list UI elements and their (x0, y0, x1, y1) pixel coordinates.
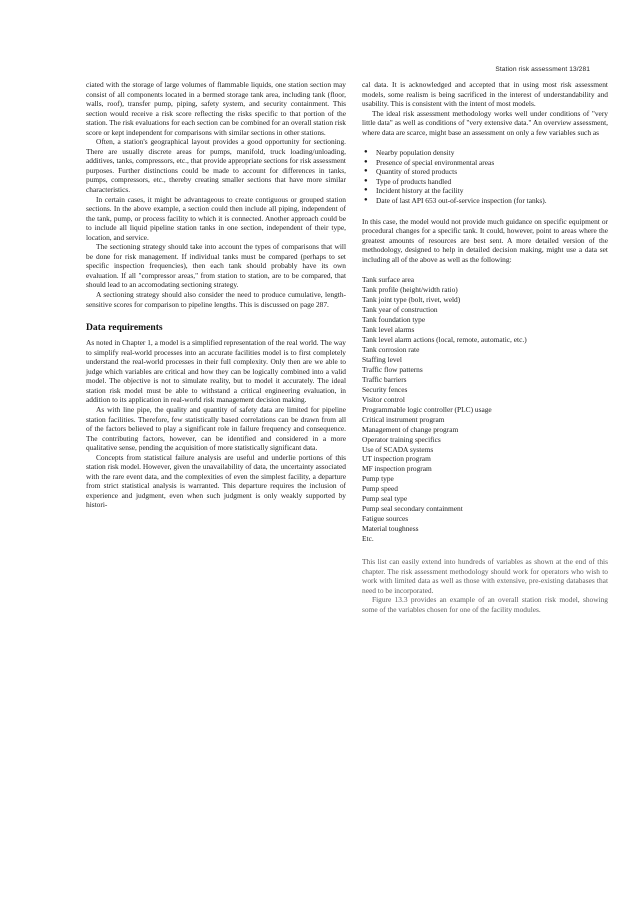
variable-item: Traffic flow patterns (362, 364, 423, 374)
variable-item: Tank joint type (bolt, rivet, weld) (362, 295, 461, 305)
variable-list (362, 275, 608, 544)
bullet-list (362, 148, 608, 205)
variable-item: Critical instrument program (362, 414, 445, 424)
left-column (86, 80, 346, 510)
bullet-item: ● Nearby population density (364, 148, 608, 158)
body-paragraph: As noted in Chapter 1, a model is a simplified representation of the real world. The way to simplify real-world processes into an accurate facilities model is to first completely understand the real-world processes in their full complexity. Only then are we able to judge which variables are critical and how they can be logically combined into a valid model. The objective is not to simulate reality, but to model it accurately. The ideal station risk model must be able to withstand a critical engineering evaluation, in addition to its application in real-world risk management decision making. (86, 338, 346, 405)
body-paragraph: A sectioning strategy should also consider the need to produce cumulative, length-sensitive scores for comparison to pipeline lengths. This is discussed on page 287. (86, 290, 346, 309)
right-column (362, 80, 608, 614)
body-paragraph: This list can easily extend into hundreds of variables as shown at the end of this chapter. The risk assessment methodology should work for operators who wish to work with limited data as well as those with extensive, pre-existing databases that need to be incorporated. (362, 557, 608, 595)
body-paragraph: The ideal risk assessment methodology works well under conditions of "very little data" as well as conditions of "very extensive data." An overview assessment, where data are scarce, might base an assessment on only a few variables such as (362, 108, 608, 137)
variable-item: Tank year of construction (362, 305, 438, 315)
variable-item: Pump type (362, 474, 394, 484)
bullet-item: ● Incident history at the facility (364, 186, 608, 196)
body-paragraph: As with line pipe, the quality and quantity of safety data are limited for pipeline station facilities. Therefore, few statistically based correlations can be drawn from all of the factors believed to play a significant role in failure frequency and consequence. The contributing factors, however, can be identified and considered in a more qualitative sense, pending the acquisition of more statistically significant data. (86, 404, 346, 453)
variable-item: Pump speed (362, 484, 398, 494)
variable-item: Fatigue sources (362, 514, 409, 524)
variable-item: Security fences (362, 384, 408, 394)
body-paragraph: Often, a station's geographical layout provides a good opportunity for sectioning. There are usually discrete areas for pumps, manifold, truck loading/unloading, additives, tanks, compressors, etc., that provide appropriate sections for risk assessment purposes. Further distinctions could be made to account for differences in tanks, pumps, compressors, etc., thereby creating smaller sections that have more similar characteristics. (86, 137, 346, 195)
variable-item: Visitor control (362, 394, 405, 404)
body-paragraph: In this case, the model would not provide much guidance on specific equipment or procedural changes for a specific tank. It could, however, point to areas where the greatest amounts of resources are best sent. A more detailed version of the methodology, designed to help in detailed decision making, might use a data set including all of the above as well as the following: (362, 216, 608, 264)
variable-item: Tank corrosion rate (362, 344, 420, 354)
variable-item: Management of change program (362, 424, 459, 434)
variable-item: Tank surface area (362, 275, 415, 285)
running-head: Station risk assessment 13/281 (495, 66, 590, 73)
variable-item: MF inspection program (362, 464, 432, 474)
body-paragraph: cal data. It is acknowledged and accepted that in using most risk assessment models, some realism is being sacrificed in the interest of understandability and usability. This is consistent with the intent of most models. (362, 80, 608, 109)
variable-item: Etc. (362, 534, 374, 544)
section-heading: Data requirements (86, 322, 163, 334)
body-paragraph: In certain cases, it might be advantageous to create contiguous or grouped station sections. In the above example, a section could then include all piping, independent of the tank, pump, or process facility to which it is connected. Another approach could be to include all liquid pipeline station tanks in one section, independent of their type, location, and service. (86, 194, 346, 242)
variable-item: Material toughness (362, 524, 419, 534)
variable-item: Traffic barriers (362, 374, 407, 384)
body-paragraph: Concepts from statistical failure analysis are useful and underlie portions of this station risk model. However, given the unavailability of data, the uncertainty associated with the rare event data, and the complexities of even the simplest facility, a departure from strict statistical analysis is warranted. This departure requires the inclusion of experience and judgment, even when such judgment is only weakly supported by histori- (86, 452, 346, 510)
body-paragraph: Figure 13.3 provides an example of an overall station risk model, showing some of the variables chosen for one of the facility modules. (362, 595, 608, 614)
variable-item: Pump seal secondary containment (362, 504, 463, 514)
variable-item: Tank level alarms (362, 325, 415, 335)
variable-item: UT inspection program (362, 454, 431, 464)
variable-item: Staffing level (362, 354, 402, 364)
variable-item: Use of SCADA systems (362, 444, 434, 454)
variable-item: Tank profile (height/width ratio) (362, 285, 458, 295)
body-paragraph: The sectioning strategy should take into account the types of comparisons that will be done for risk management. If individual tanks must be compared (perhaps to set specific inspection frequencies), then each tank should probably have its own evaluation. If all "compressor areas," from station to station, are to be compared, that should lead to an accomodating sectioning strategy. (86, 242, 346, 290)
bullet-item: ● Quantity of stored products (364, 167, 608, 177)
bullet-item: ● Presence of special environmental areas (364, 158, 608, 168)
variable-item: Programmable logic controller (PLC) usage (362, 404, 492, 414)
bullet-item: ● Type of products handled (364, 177, 608, 187)
body-paragraph: ciated with the storage of large volumes of flammable liquids, one station section may consist of all components located in a bermed storage tank area, including tank (floor, walls, roof), transfer pump, piping, safety system, and security containment. This section would receive a risk score reflecting the risks specific to that portion of the station. The risk evaluations for each section can be combined for an overall station risk score or kept independent for comparisons with similar sections in other stations. (86, 80, 346, 137)
variable-item: Tank level alarm actions (local, remote, automatic, etc.) (362, 335, 527, 345)
variable-item: Pump seal type (362, 494, 408, 504)
bullet-item: ● Date of last API 653 out-of-service inspection (for tanks). (364, 196, 608, 206)
variable-item: Operator training specifics (362, 434, 441, 444)
variable-item: Tank foundation type (362, 315, 426, 325)
